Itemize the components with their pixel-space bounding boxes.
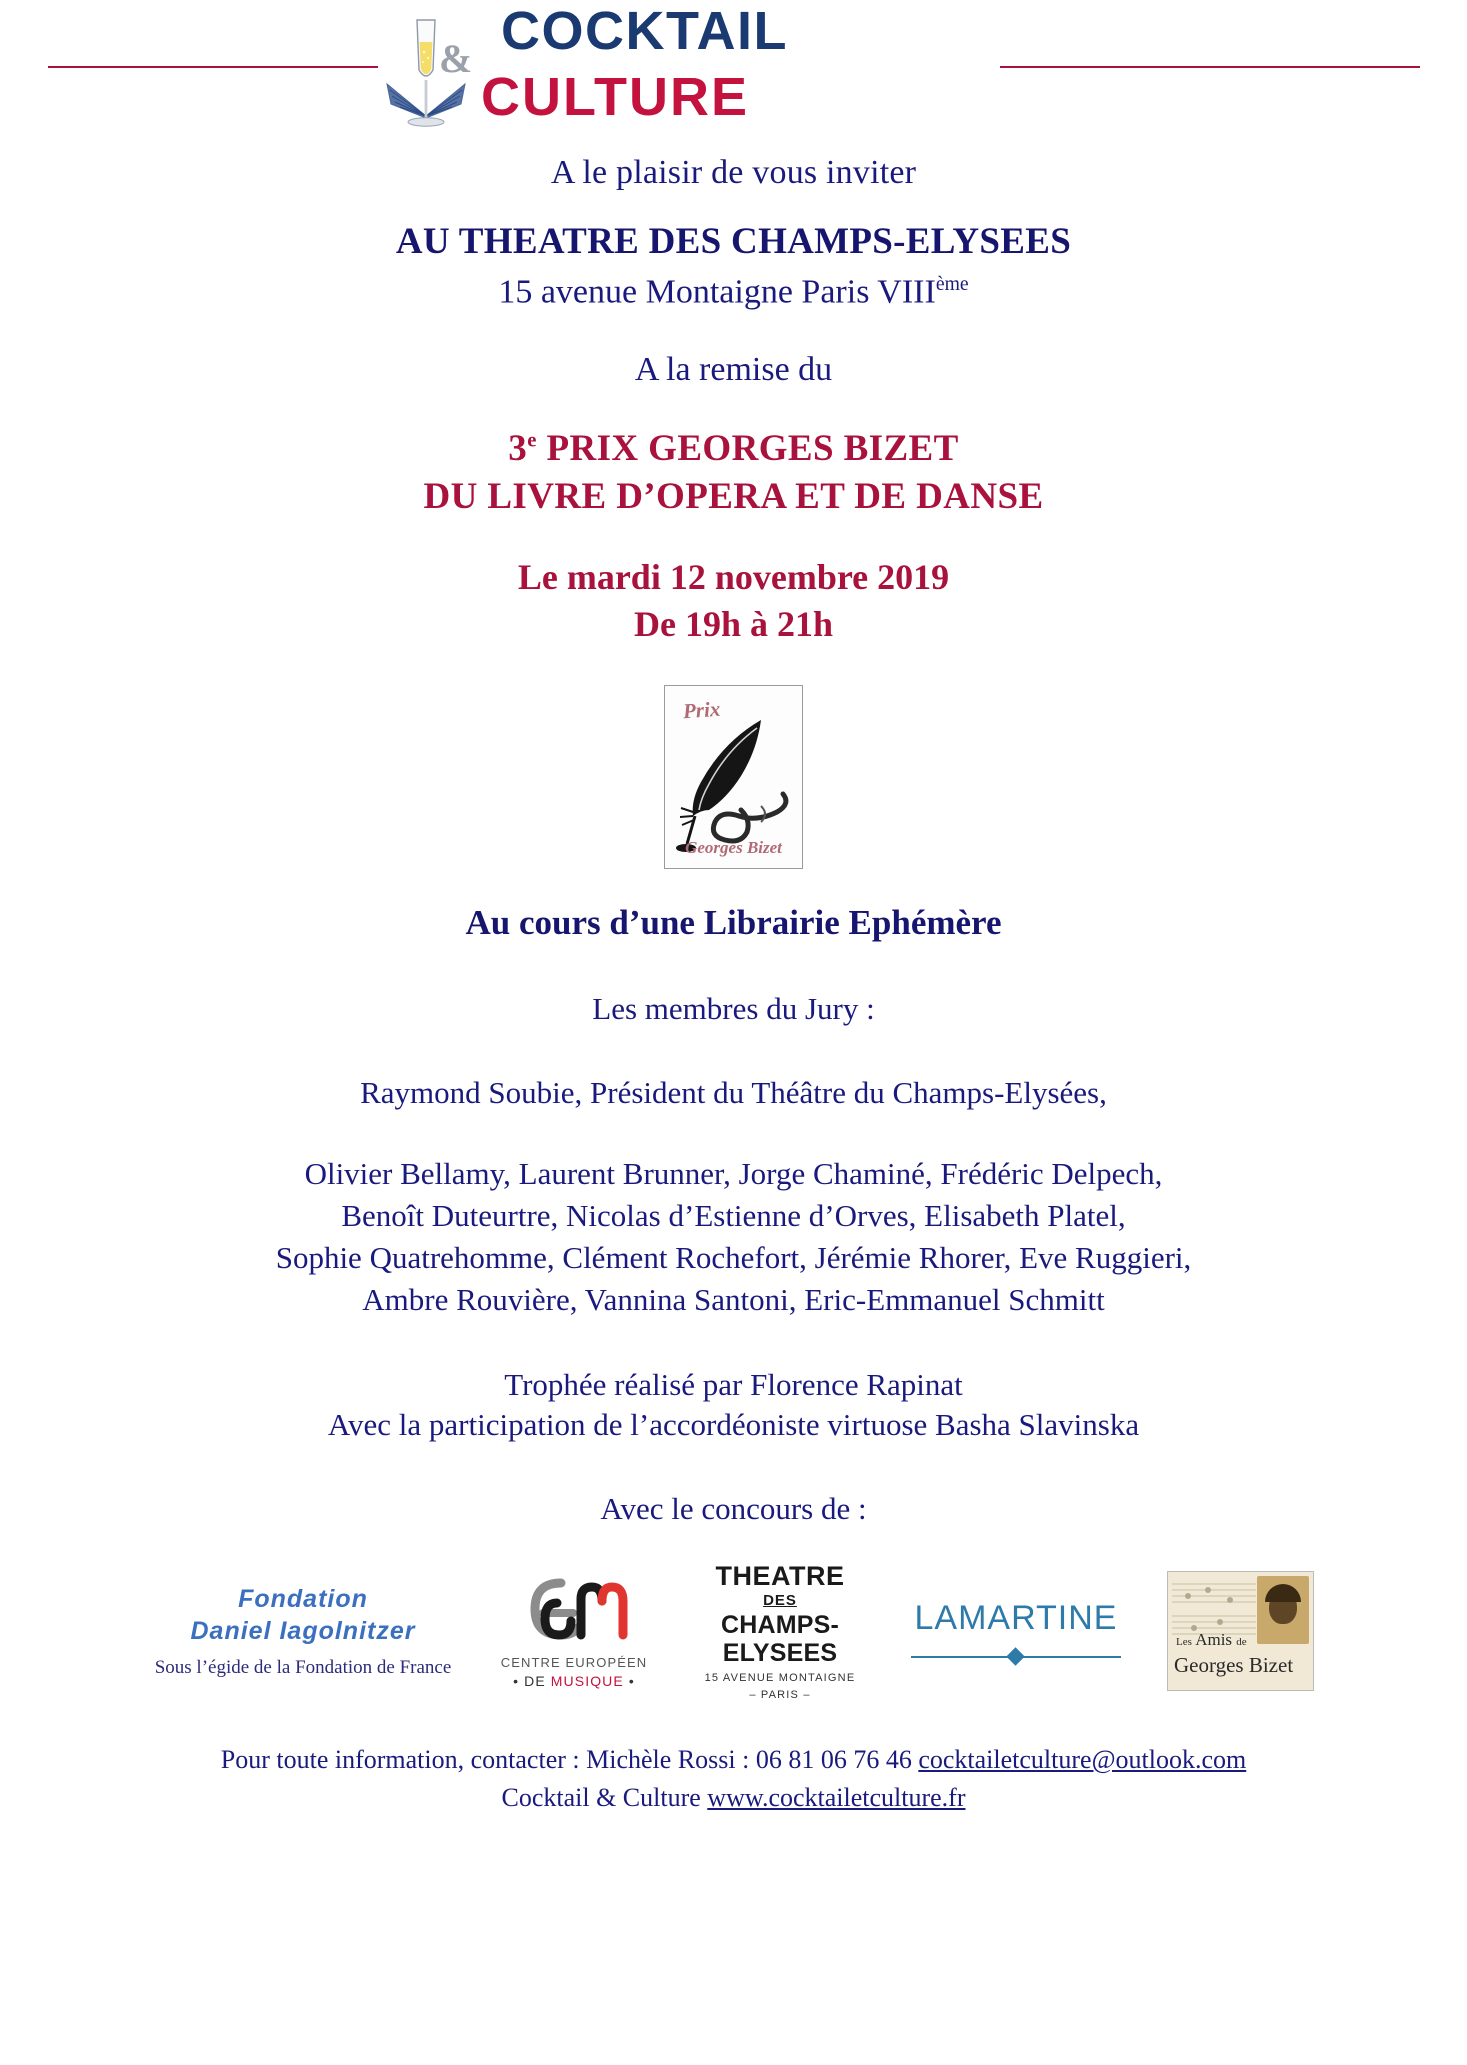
- sponsor-lamartine: [911, 1599, 1121, 1664]
- event-date: Le mardi 12 novembre 2019: [517, 557, 950, 598]
- cem-line-2: [499, 1673, 649, 1689]
- brand-line-culture: [439, 36, 1023, 127]
- brand-line-culture-text: CULTURE: [481, 67, 749, 127]
- amis-amis: Amis: [1195, 1630, 1233, 1650]
- tce-line-1: THEATRE: [715, 1560, 845, 1591]
- prize-ordinal-superscript: e: [527, 430, 537, 452]
- portrait-hair: [1265, 1584, 1301, 1602]
- sponsor-les-amis-de-georges-bizet: [1167, 1571, 1314, 1691]
- jury-members-line: Sophie Quatrehomme, Clément Rochefort, Jérémie Rhorer, Eve Ruggieri,: [275, 1240, 1192, 1276]
- ampersand-icon: &: [439, 36, 475, 81]
- amis-les: Les: [1176, 1636, 1192, 1649]
- brand-logo: [381, 2, 1021, 134]
- jury-members-line: Olivier Bellamy, Laurent Brunner, Jorge Chaminé, Frédéric Delpech,: [304, 1156, 1163, 1192]
- fondation-line-2: Daniel Iagolnitzer: [190, 1617, 416, 1646]
- lamartine-label: LAMARTINE: [914, 1598, 1118, 1637]
- prize-title-line-2: DU LIVRE D’OPERA ET DE DANSE: [423, 476, 1044, 518]
- prize-logo-container: [0, 685, 1467, 869]
- venue-name: AU THEATRE DES CHAMPS-ELYSEES: [395, 221, 1072, 262]
- page-footer: [0, 1741, 1467, 1817]
- footer-contact-text: Pour toute information, contacter : Michèle Rossi : 06 81 06 76 46: [220, 1745, 919, 1775]
- cem-line-2-accent: MUSIQUE: [550, 1673, 624, 1690]
- occasion-line: A la remise du: [634, 351, 833, 389]
- jury-members-line: Ambre Rouvière, Vannina Santoni, Eric-Emmanuel Schmitt: [362, 1282, 1105, 1318]
- footer-org-line: [0, 1779, 1467, 1817]
- tce-line-3: CHAMPS-ELYSEES: [720, 1610, 840, 1667]
- header-rule-right: [1000, 66, 1420, 68]
- jury-members-list: [0, 1153, 1467, 1321]
- fondation-line-3: Sous l’égide de la Fondation de France: [154, 1657, 452, 1679]
- librairie-ephemere-line: Au cours d’une Librairie Ephémère: [465, 903, 1002, 943]
- amis-de: de: [1236, 1636, 1247, 1649]
- lamartine-diamond: [1006, 1647, 1024, 1665]
- prix-logo-bottom-word: Georges Bizet: [685, 838, 782, 858]
- footer-website-link[interactable]: www.cocktailetculture.fr: [707, 1783, 966, 1813]
- footer-contact-line: [0, 1741, 1467, 1779]
- sponsor-fondation-daniel-iagolnitzer: [153, 1583, 453, 1679]
- bizet-portrait-icon: [1257, 1576, 1309, 1644]
- venue-address-superscript: ème: [935, 273, 969, 295]
- trophy-credit: Trophée réalisé par Florence Rapinat: [504, 1367, 963, 1403]
- jury-president: Raymond Soubie, Président du Théâtre du Champs-Elysées,: [360, 1075, 1107, 1111]
- prize-ordinal-number: 3: [508, 428, 528, 470]
- venue-address-text: 15 avenue Montaigne Paris VIII: [498, 273, 936, 311]
- prix-logo-top-word: Prix: [682, 697, 722, 724]
- cem-monogram-icon: [499, 1573, 649, 1651]
- sponsor-centre-europeen-de-musique: [499, 1573, 649, 1689]
- amis-line-1: [1176, 1630, 1247, 1650]
- invitation-body: [0, 154, 1467, 1817]
- sponsor-logos: [0, 1561, 1467, 1701]
- footer-email-link[interactable]: cocktailetculture@outlook.com: [918, 1745, 1247, 1775]
- tce-line-5: – PARIS –: [749, 1688, 811, 1701]
- invite-intro: A le plaisir de vous inviter: [550, 154, 917, 191]
- credits-block: [0, 1365, 1467, 1445]
- partners-heading: Avec le concours de :: [600, 1491, 867, 1527]
- jury-heading: Les membres du Jury :: [592, 991, 875, 1027]
- fondation-line-1: Fondation: [238, 1585, 368, 1614]
- diamond-rule-icon: [911, 1650, 1121, 1664]
- event-time: De 19h à 21h: [633, 604, 834, 645]
- cem-line-1: CENTRE EUROPÉEN: [500, 1655, 648, 1671]
- venue-address: [0, 273, 1467, 311]
- jury-members-line: Benoît Duteurtre, Nicolas d’Estienne d’Orves, Elisabeth Platel,: [341, 1198, 1126, 1234]
- tce-line-2: DES: [763, 1591, 797, 1609]
- cem-line-2-suffix: •: [623, 1673, 635, 1690]
- page-header: [0, 0, 1467, 136]
- prize-title-rest: PRIX GEORGES BIZET: [536, 428, 959, 470]
- brand-line-cocktail: COCKTAIL: [501, 1, 788, 61]
- header-rule-left: [48, 66, 378, 68]
- prix-georges-bizet-logo: [664, 685, 803, 869]
- amis-line-2: Georges Bizet: [1174, 1653, 1294, 1678]
- cem-line-2-prefix: • DE: [513, 1673, 551, 1690]
- footer-org-text: Cocktail & Culture: [501, 1783, 708, 1813]
- accordionist-credit: Avec la participation de l’accordéoniste virtuose Basha Slavinska: [327, 1407, 1140, 1443]
- prize-title-line-1: [0, 427, 1467, 470]
- tce-line-4: 15 AVENUE MONTAIGNE: [704, 1671, 856, 1684]
- sponsor-theatre-des-champs-elysees: [695, 1562, 865, 1701]
